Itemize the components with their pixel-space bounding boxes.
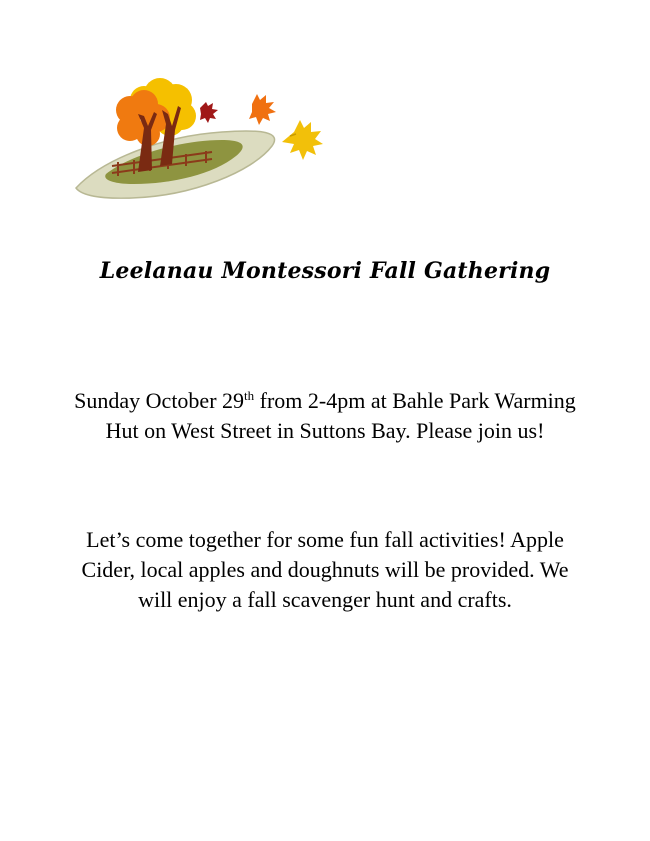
autumn-tree-illustration (72, 70, 344, 204)
page-title: Leelanau Montessori Fall Gathering (99, 258, 551, 284)
event-date-lead: Sunday October 29 (74, 388, 245, 413)
event-details (70, 386, 580, 446)
autumn-tree-icon (72, 70, 344, 204)
event-date-rest: from 2-4pm at Bahle Park Warming Hut on West Street in Suttons Bay. Please join us! (105, 388, 576, 443)
ordinal-suffix: th (244, 388, 255, 403)
event-description: Let’s come together for some fun fall activities! Apple Cider, local apples and doughnuts will be provided. We will enjoy a fall scavenger hunt and crafts. (81, 527, 569, 612)
